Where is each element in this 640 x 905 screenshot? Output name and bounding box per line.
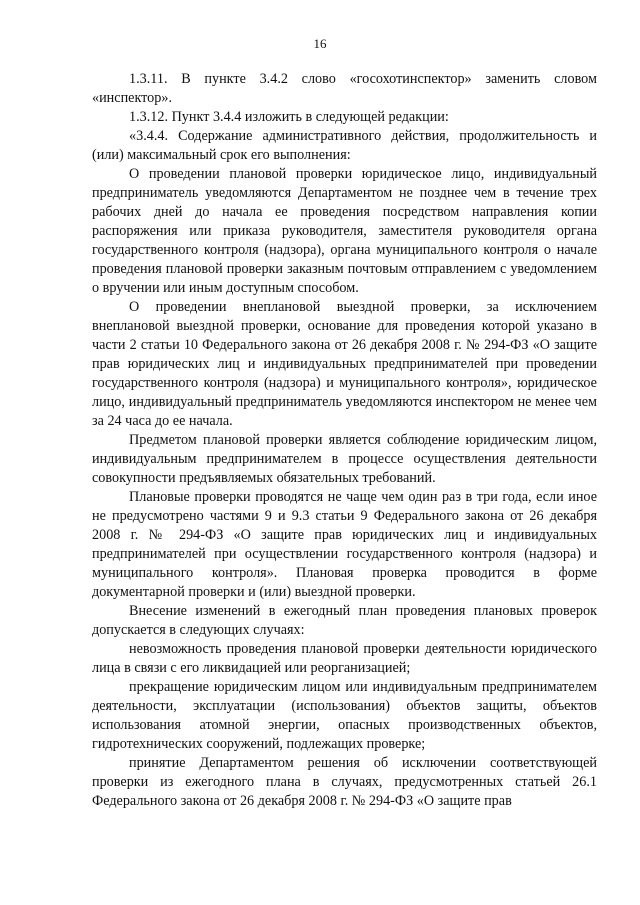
paragraph: 1.3.12. Пункт 3.4.4 изложить в следующей редакции:: [129, 109, 449, 125]
paragraph: прекращение юридическим лицом или индивидуальным предпринимателем деятельности, эксплуатации (использования) объектов защиты, объектов использования атомной энергии, опасных производственных объектов, гидротехнических сооружений, подлежащих проверке;: [92, 679, 597, 752]
paragraph: Внесение изменений в ежегодный план проведения плановых проверок допускается в следующих случаях:: [92, 603, 597, 638]
paragraph: О проведении плановой проверки юридическое лицо, индивидуальный предприниматель уведомляются Департаментом не позднее чем в течение трех рабочих дней до начала ее проведения посредством направления копии распоряжения или приказа руководителя, заместителя руководителя органа государственного контроля (надзора), органа муниципального контроля о начале проведения плановой проверки заказным почтовым отправлением с уведомлением о вручении или иным доступным способом.: [92, 166, 597, 296]
paragraph: Плановые проверки проводятся не чаще чем один раз в три года, если иное не предусмотрено частями 9 и 9.3 статьи 9 Федерального закона от 26 декабря 2008 г. № 294-ФЗ «О защите прав юридических лиц и индивидуальных предпринимателей при осуществлении государственного контроля (надзора) и муниципального контроля». Плановая проверка проводится в форме документарной проверки и (или) выездной проверки.: [92, 489, 597, 600]
page-number: 16: [313, 36, 327, 51]
document-body: [92, 70, 597, 811]
paragraph: принятие Департаментом решения об исключении соответствующей проверки из ежегодного плана в случаях, предусмотренных статьей 26.1 Федерального закона от 26 декабря 2008 г. № 294-ФЗ «О защите прав: [92, 755, 597, 809]
paragraph: «3.4.4. Содержание административного действия, продолжительность и (или) максимальный срок его выполнения:: [92, 128, 597, 163]
paragraph: невозможность проведения плановой проверки деятельности юридического лица в связи с его ликвидацией или реорганизацией;: [92, 641, 597, 676]
paragraph: О проведении внеплановой выездной проверки, за исключением внеплановой выездной проверки, основание для проведения которой указано в части 2 статьи 10 Федерального закона от 26 декабря 2008 г. № 294-ФЗ «О защите прав юридических лиц и индивидуальных предпринимателей при проведении государственного контроля (надзора) и муниципального контроля», юридическое лицо, индивидуальный предприниматель уведомляются инспектором не менее чем за 24 часа до ее начала.: [92, 299, 597, 429]
paragraph: 1.3.11. В пункте 3.4.2 слово «госохотинспектор» заменить словом «инспектор».: [92, 71, 597, 106]
paragraph: Предметом плановой проверки является соблюдение юридическим лицом, индивидуальным предпринимателем в процессе осуществления деятельности совокупности предъявляемых обязательных требований.: [92, 432, 597, 486]
